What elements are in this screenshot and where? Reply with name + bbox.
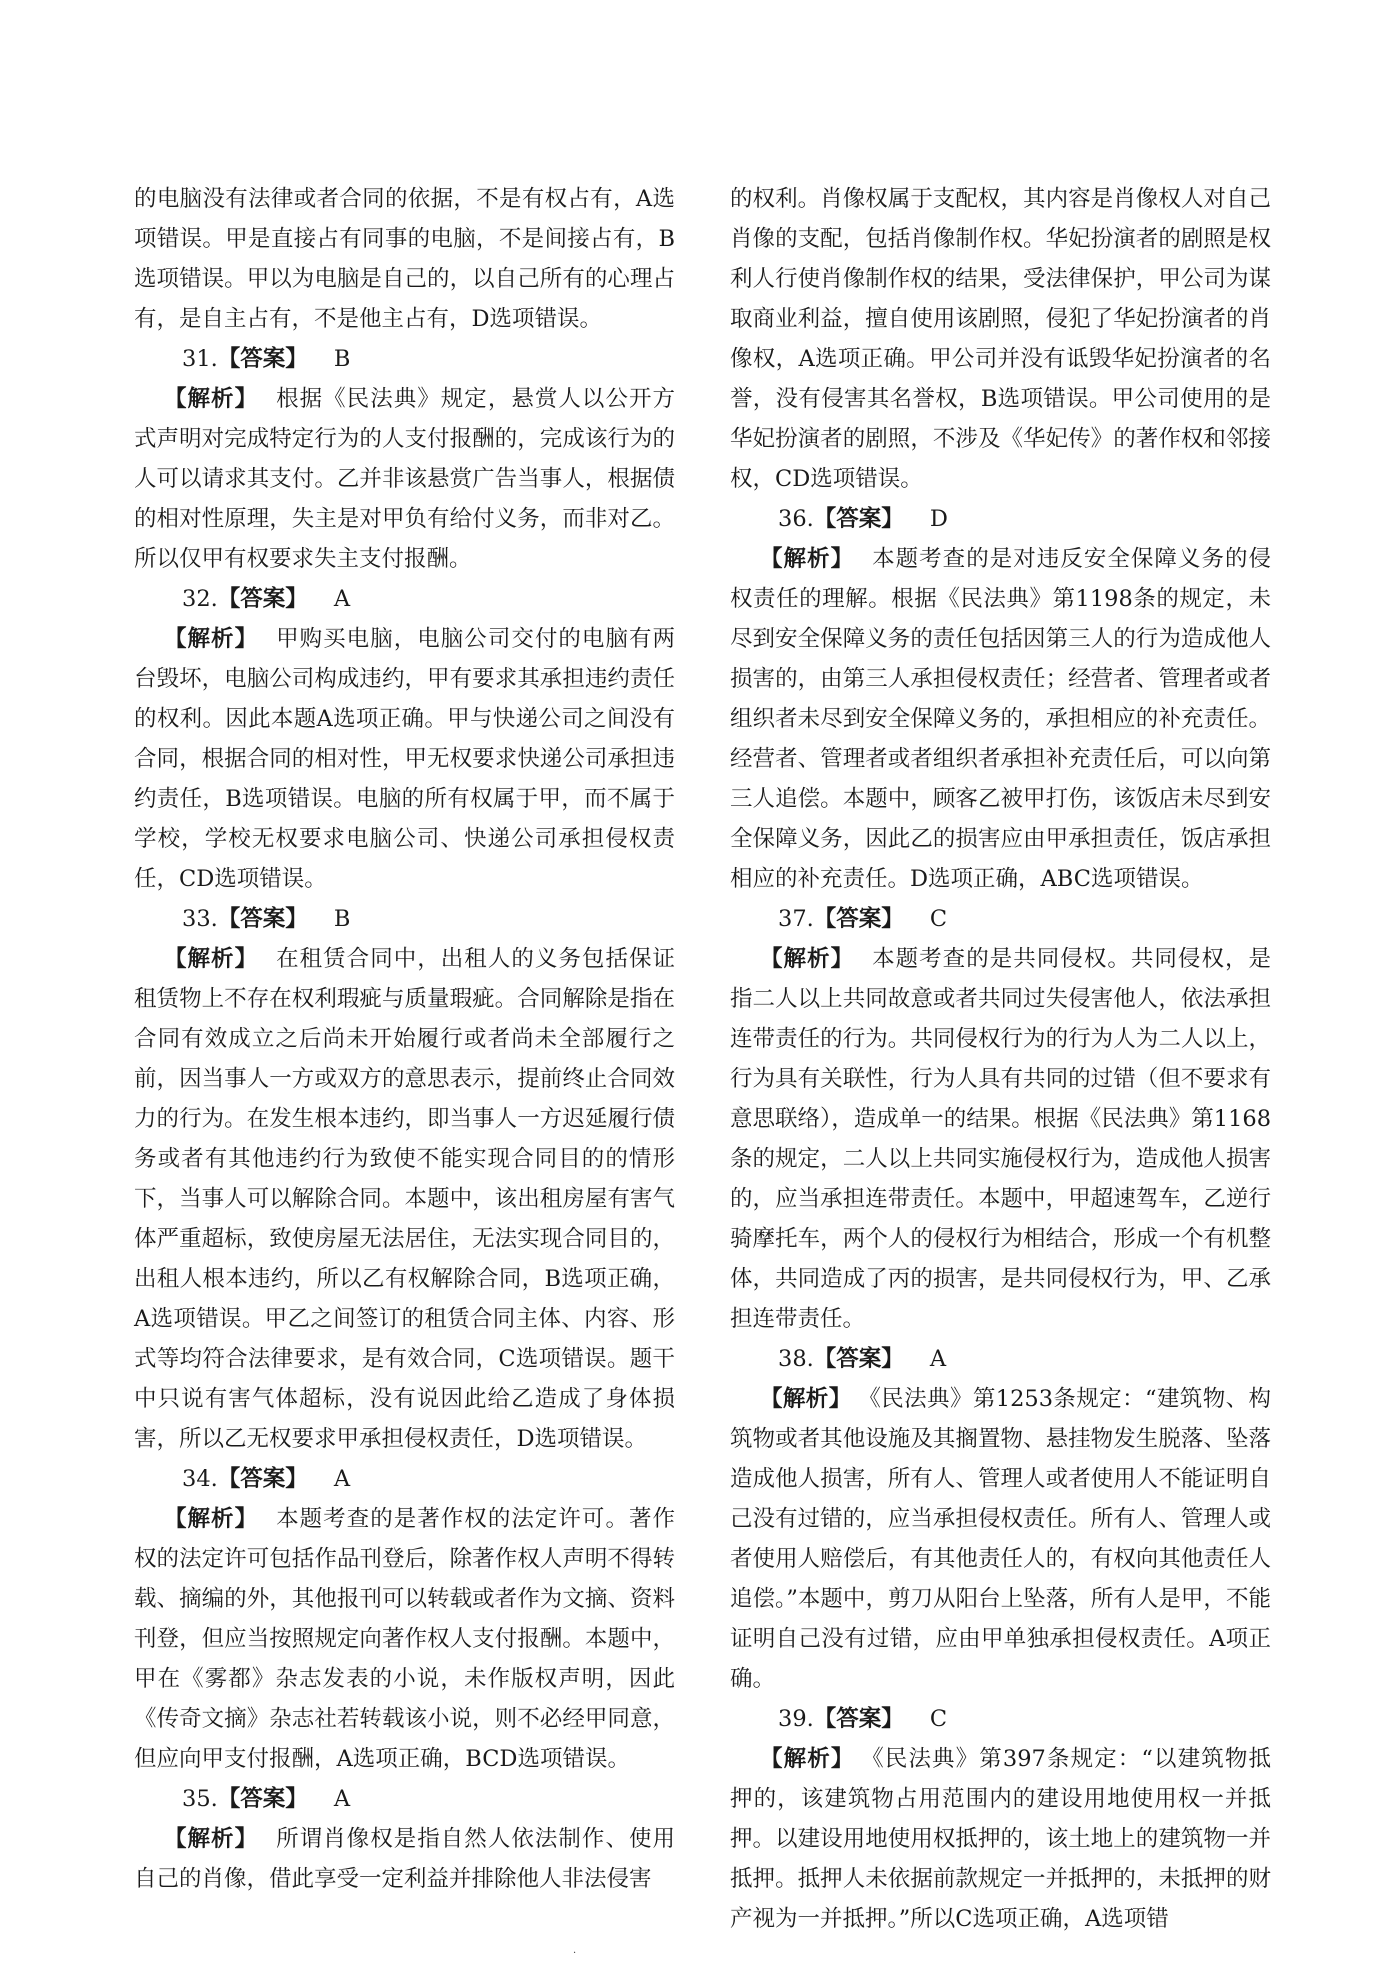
answer-value: B <box>333 906 351 932</box>
answer-line <box>730 1699 1271 1739</box>
analysis-paragraph <box>730 1739 1271 1939</box>
analysis-paragraph <box>134 939 675 1459</box>
question-number: 31. <box>182 346 218 372</box>
analysis-tag: 【解析】 <box>164 386 259 412</box>
question-number: 36. <box>778 506 814 532</box>
answer-value: C <box>929 1706 948 1732</box>
analysis-text: 本题考查的是对违反安全保障义务的侵权责任的理解。根据《民法典》第1198条的规定，未尽到安全保障义务的责任包括因第三人的行为造成他人损害的，由第三人承担侵权责任；经营者、管理者或者组织者未尽到安全保障义务的，承担相应的补充责任。经营者、管理者或者组织者承担补充责任后，可以向第三人追偿。本题中，顾客乙被甲打伤，该饭店未尽到安全保障义务，因此乙的损害应由甲承担责任，饭店承担相应的补充责任。D选项正确，ABC选项错误。 <box>730 546 1271 892</box>
question-number: 35. <box>182 1786 218 1812</box>
answer-value: C <box>929 906 948 932</box>
analysis-tag: 【解析】 <box>164 946 259 972</box>
answer-value: A <box>333 1466 351 1492</box>
answer-line <box>134 339 675 379</box>
analysis-tag: 【解析】 <box>164 1506 259 1532</box>
analysis-paragraph <box>730 1379 1271 1699</box>
right-column <box>730 179 1271 1939</box>
answer-entry-37 <box>730 899 1271 1339</box>
analysis-tag: 【解析】 <box>760 546 855 572</box>
answer-entry-31 <box>134 339 675 579</box>
answer-tag: 【答案】 <box>217 346 308 372</box>
continuation-paragraph: 的电脑没有法律或者合同的依据，不是有权占有，A选项错误。甲是直接占有同事的电脑，不是间接占有，B选项错误。甲以为电脑是自己的，以自己所有的心理占有，是自主占有，不是他主占有，D选项错误。 <box>134 186 675 332</box>
answer-line <box>730 499 1271 539</box>
answer-tag: 【答案】 <box>813 506 904 532</box>
analysis-text: 在租赁合同中，出租人的义务包括保证租赁物上不存在权利瑕疵与质量瑕疵。合同解除是指在合同有效成立之后尚未开始履行或者尚未全部履行之前，因当事人一方或双方的意思表示，提前终止合同效力的行为。在发生根本违约，即当事人一方迟延履行债务或者有其他违约行为致使不能实现合同目的的情形下，当事人可以解除合同。本题中，该出租房屋有害气体严重超标，致使房屋无法居住，无法实现合同目的，出租人根本违约，所以乙有权解除合同，B选项正确，A选项错误。甲乙之间签订的租赁合同主体、内容、形式等均符合法律要求，是有效合同，C选项错误。题干中只说有害气体超标，没有说因此给乙造成了身体损害，所以乙无权要求甲承担侵权责任，D选项错误。 <box>134 946 675 1452</box>
answer-entry-32 <box>134 579 675 899</box>
analysis-text: 《民法典》第1253条规定：“建筑物、构筑物或者其他设施及其搁置物、悬挂物发生脱落、坠落造成他人损害，所有人、管理人或者使用人不能证明自己没有过错的，应当承担侵权责任。所有人、管理人或者使用人赔偿后，有其他责任人的，有权向其他责任人追偿。”本题中，剪刀从阳台上坠落，所有人是甲，不能证明自己没有过错，应由甲单独承担侵权责任。A项正确。 <box>730 1386 1271 1692</box>
answer-entry-33 <box>134 899 675 1459</box>
analysis-text: 甲购买电脑，电脑公司交付的电脑有两台毁坏，电脑公司构成违约，甲有要求其承担违约责任的权利。因此本题A选项正确。甲与快递公司之间没有合同，根据合同的相对性，甲无权要求快递公司承担违约责任，B选项错误。电脑的所有权属于甲，而不属于学校，学校无权要求电脑公司、快递公司承担侵权责任，CD选项错误。 <box>134 626 675 892</box>
question-number: 37. <box>778 906 814 932</box>
question-number: 38. <box>778 1346 814 1372</box>
answer-value: A <box>333 586 351 612</box>
analysis-text: 《民法典》第397条规定：“以建筑物抵押的，该建筑物占用范围内的建设用地使用权一并抵押。以建设用地使用权抵押的，该土地上的建筑物一并抵押。抵押人未依据前款规定一并抵押的，未抵押的财产视为一并抵押。”所以C选项正确，A选项错 <box>730 1746 1271 1932</box>
analysis-tag: 【解析】 <box>164 626 259 652</box>
answer-tag: 【答案】 <box>217 586 308 612</box>
answer-entry-35 <box>134 1779 675 1899</box>
answer-line <box>134 579 675 619</box>
answer-line <box>730 1339 1271 1379</box>
answer-tag: 【答案】 <box>217 1786 308 1812</box>
answer-line <box>134 899 675 939</box>
question-number: 33. <box>182 906 218 932</box>
question-number: 32. <box>182 586 218 612</box>
answer-value: D <box>929 506 948 532</box>
answer-value: A <box>929 1346 947 1372</box>
answer-tag: 【答案】 <box>813 1346 904 1372</box>
left-column <box>134 179 675 1899</box>
question-number: 39. <box>778 1706 814 1732</box>
answer-tag: 【答案】 <box>813 906 904 932</box>
answer-entry-34 <box>134 1459 675 1779</box>
answer-entry-38 <box>730 1339 1271 1699</box>
analysis-tag: 【解析】 <box>760 1386 852 1412</box>
analysis-text: 本题考查的是著作权的法定许可。著作权的法定许可包括作品刊登后，除著作权人声明不得转载、摘编的外，其他报刊可以转载或者作为文摘、资料刊登，但应当按照规定向著作权人支付报酬。本题中，甲在《雾都》杂志发表的小说，未作版权声明，因此《传奇文摘》杂志社若转载该小说，则不必经甲同意，但应向甲支付报酬，A选项正确，BCD选项错误。 <box>134 1506 675 1772</box>
analysis-tag: 【解析】 <box>760 1746 855 1772</box>
analysis-paragraph <box>134 379 675 579</box>
analysis-paragraph <box>730 939 1271 1339</box>
analysis-paragraph <box>134 619 675 899</box>
answer-tag: 【答案】 <box>813 1706 904 1732</box>
answer-line <box>134 1779 675 1819</box>
answer-line <box>730 899 1271 939</box>
analysis-paragraph <box>730 539 1271 899</box>
analysis-tag: 【解析】 <box>760 946 855 972</box>
answer-tag: 【答案】 <box>217 906 308 932</box>
analysis-text: 根据《民法典》规定，悬赏人以公开方式声明对完成特定行为的人支付报酬的，完成该行为的人可以请求其支付。乙并非该悬赏广告当事人，根据债的相对性原理，失主是对甲负有给付义务，而非对乙。所以仅甲有权要求失主支付报酬。 <box>134 386 675 572</box>
answer-entry-36 <box>730 499 1271 899</box>
analysis-paragraph <box>134 1499 675 1779</box>
answer-value: B <box>333 346 351 372</box>
analysis-tag: 【解析】 <box>164 1826 259 1852</box>
analysis-text: 所谓肖像权是指自然人依法制作、使用自己的肖像，借此享受一定利益并排除他人非法侵害 <box>134 1826 675 1892</box>
continuation-paragraph: 的权利。肖像权属于支配权，其内容是肖像权人对自己肖像的支配，包括肖像制作权。华妃扮演者的剧照是权利人行使肖像制作权的结果，受法律保护，甲公司为谋取商业利益，擅自使用该剧照，侵犯了华妃扮演者的肖像权，A选项正确。甲公司并没有诋毁华妃扮演者的名誉，没有侵害其名誉权，B选项错误。甲公司使用的是华妃扮演者的剧照，不涉及《华妃传》的著作权和邻接权，CD选项错误。 <box>730 186 1271 492</box>
page-mark: · <box>573 1948 577 1959</box>
analysis-text: 本题考查的是共同侵权。共同侵权，是指二人以上共同故意或者共同过失侵害他人，依法承担连带责任的行为。共同侵权行为的行为人为二人以上，行为具有关联性，行为人具有共同的过错（但不要求有意思联络），造成单一的结果。根据《民法典》第1168条的规定，二人以上共同实施侵权行为，造成他人损害的，应当承担连带责任。本题中，甲超速驾车，乙逆行骑摩托车，两个人的侵权行为相结合，形成一个有机整体，共同造成了丙的损害，是共同侵权行为，甲、乙承担连带责任。 <box>730 946 1272 1332</box>
answer-line <box>134 1459 675 1499</box>
answer-value: A <box>333 1786 351 1812</box>
answer-entry-39 <box>730 1699 1271 1939</box>
analysis-paragraph <box>134 1819 675 1899</box>
answer-tag: 【答案】 <box>217 1466 308 1492</box>
question-number: 34. <box>182 1466 218 1492</box>
